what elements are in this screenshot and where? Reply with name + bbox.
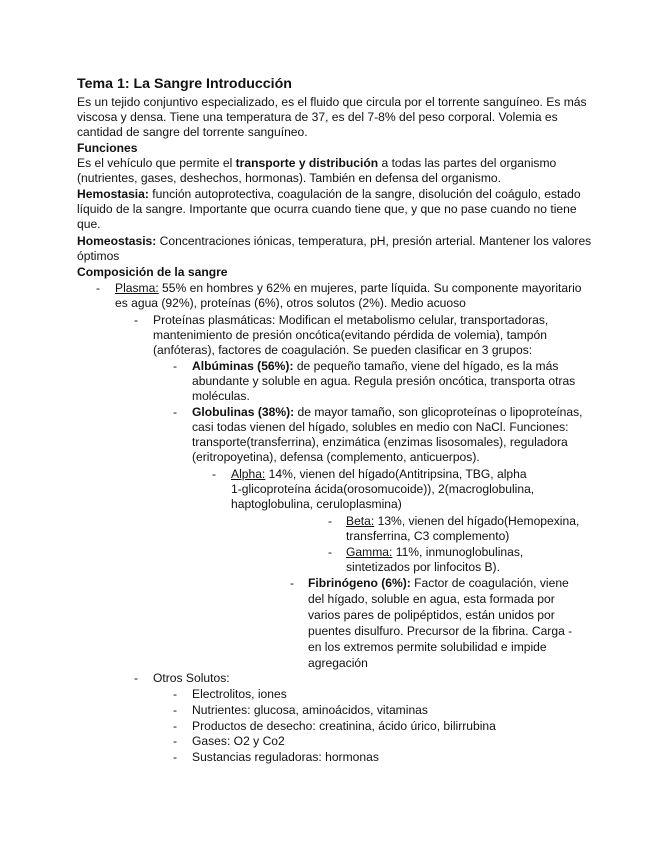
alpha-line: haptoglobulina, ceruloplasmina) [231,497,402,511]
beta-line [346,514,579,529]
alpha-line: 1-glicoproteína ácida(orosomucoide)), 2(macroglobulina, [231,482,535,496]
list-item: Gases: O2 y Co2 [192,734,285,748]
fibrinogeno-line: agregación [308,656,368,670]
list-item: Electrolitos, iones [192,687,287,701]
plasma-line: es agua (92%), proteínas (6%), otros solutos (2%). Medio acuoso [115,296,466,310]
beta-text: 13%, vienen del hígado(Hemopexina, [374,514,580,528]
funciones-bold-text: transporte y distribución [235,156,379,170]
list-bullet: - [212,467,217,481]
hemostasia-line: que. [77,217,101,231]
homeostasis-line [77,234,591,249]
list-bullet: - [173,359,178,373]
globulinas-text: de mayor tamaño, son glicoproteínas o lipoproteínas, [294,405,583,419]
list-bullet: - [328,545,333,559]
list-bullet: - [173,405,178,419]
composicion-heading: Composición de la sangre [77,265,228,279]
funciones-text: Es el vehículo que permite el [77,156,236,170]
hemostasia-label: Hemostasia: [77,187,149,201]
gamma-label: Gamma: [346,545,393,559]
homeostasis-text: Concentraciones iónicas, temperatura, pH, presión arterial. Mantener los valores [156,234,592,248]
list-bullet: - [173,703,178,717]
proteinas-line: (anfóteras), factores de coagulación. Se pueden clasificar en 3 grupos: [153,343,533,357]
hemostasia-line [77,187,581,202]
funciones-text: a todas las partes del organismo [378,156,557,170]
globulinas-line: (eritropoyetina), defensa (complemento, anticuerpos). [192,450,480,464]
plasma-label: Plasma: [115,281,159,295]
plasma-text: 55% en hombres y 62% en mujeres, parte líquida. Su componente mayoritario [158,281,582,295]
alpha-label: Alpha: [231,467,266,481]
hemostasia-line: líquido de la sangre. Importante que ocurra cuando tiene que, y que no pase cuando no tiene [77,202,577,216]
gamma-text: 11%, inmunoglobulinas, [392,545,524,559]
albuminas-line [192,359,558,374]
globulinas-line: casi todas vienen del hígado, solubles en medio con NaCl. Funciones: [192,420,569,434]
albuminas-line: moléculas. [192,389,250,403]
list-bullet: - [173,750,178,764]
fibrinogeno-line: en los extremos permite solubilidad e impide [308,640,547,654]
fibrinogeno-line: del hígado, soluble en agua, esta formada por [308,592,555,606]
plasma-line [115,281,582,296]
list-item: Sustancias reguladoras: hormonas [192,750,379,764]
albuminas-line: abundante y soluble en agua. Regula presión oncótica, transporta otras [192,374,576,388]
beta-line: transferrina, C3 complemento) [346,529,510,543]
fibrinogeno-text: Factor de coagulación, viene [410,576,569,590]
funciones-line [77,156,556,171]
alpha-text: 14%, vienen del hígado(Antitripsina, TBG, alpha [265,467,527,481]
fibrinogeno-line: puentes disulfuro. Precursor de la fibrina. Carga - [308,624,573,638]
homeostasis-line: óptimos [77,249,120,263]
intro-line: viscosa y densa. Tiene una temperatura de 37, es del 7-8% del peso corporal. Volemia es [77,110,558,124]
gamma-line [346,545,523,560]
hemostasia-text: función autoprotectiva, coagulación de la sangre, disolución del coágulo, estado [148,187,581,201]
fibrinogeno-label: Fibrinógeno (6%): [308,576,411,590]
fibrinogeno-line: varios pares de polipéptidos, están unidos por [308,608,555,622]
list-bullet: - [173,719,178,733]
beta-label: Beta: [346,514,375,528]
albuminas-label: Albúminas (56%): [192,359,294,373]
globulinas-line [192,405,583,420]
fibrinogeno-line [308,576,569,591]
list-bullet: - [96,281,101,295]
intro-line: Es un tejido conjuntivo especializado, es el fluido que circula por el torrente sanguíneo. Es más [77,95,587,109]
list-item: Nutrientes: glucosa, aminoácidos, vitaminas [192,703,428,717]
globulinas-label: Globulinas (38%): [192,405,295,419]
otros-solutos-label: Otros Solutos: [153,671,230,685]
list-bullet: - [173,687,178,701]
list-bullet: - [290,576,295,590]
homeostasis-label: Homeostasis: [77,234,157,248]
funciones-line: (nutrientes, gases, deshechos, hormonas). También en defensa del organismo. [77,171,501,185]
funciones-heading: Funciones [77,141,138,155]
list-bullet: - [134,671,139,685]
list-bullet: - [328,514,333,528]
albuminas-text: de pequeño tamaño, viene del hígado, es la más [293,359,559,373]
globulinas-line: transporte(transferrina), enzimática (enzimas lisosomales), reguladora [192,435,568,449]
alpha-line [231,467,527,482]
gamma-line: sintetizados por linfocitos B). [346,560,500,574]
intro-line: cantidad de sangre del torrente sanguíneo. [77,125,308,139]
proteinas-line: mantenimiento de presión oncótica(evitando pérdida de volemia), tampón [153,328,547,342]
proteinas-line: Proteínas plasmáticas: Modifican el metabolismo celular, transportadoras, [153,313,549,327]
list-bullet: - [134,313,139,327]
list-item: Productos de desecho: creatinina, ácido úrico, bilirrubina [192,719,496,733]
list-bullet: - [173,734,178,748]
document-title: Tema 1: La Sangre Introducción [77,76,292,92]
